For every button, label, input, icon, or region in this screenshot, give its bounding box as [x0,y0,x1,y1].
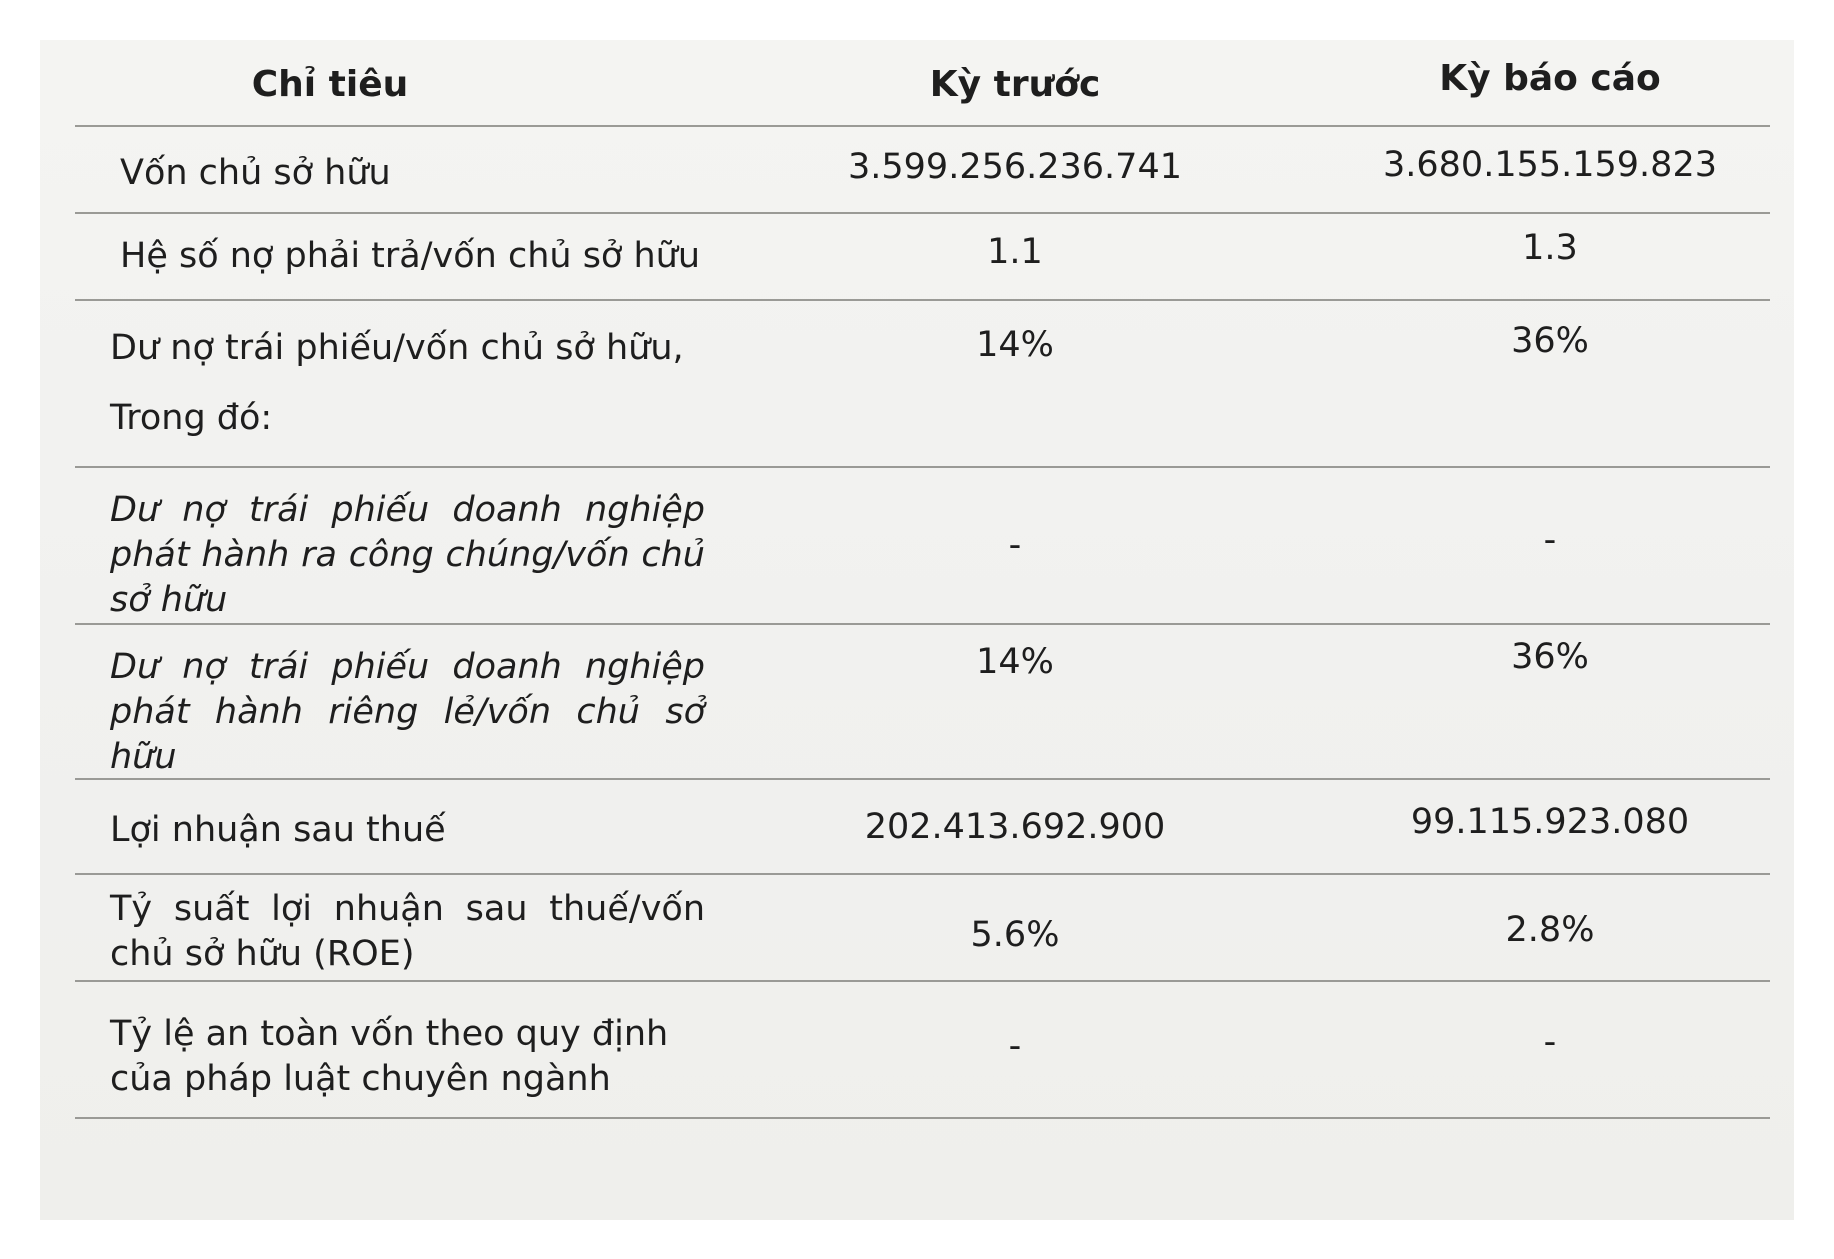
table-row-equity [75,127,1770,214]
row-value-previous: - [1008,525,1022,565]
row-label: Tỷ suất lợi nhuận sau thuế/vốn chủ sở hữu (ROE) [110,889,705,974]
row-value-previous: 1.1 [987,232,1043,272]
row-label: Trong đó: [110,398,273,438]
row-value-current: - [1543,1022,1557,1062]
row-label: Hệ số nợ phải trả/vốn chủ sở hữu [120,236,701,276]
row-label: Lợi nhuận sau thuế [110,810,446,850]
table-row-in-which [75,381,1770,468]
row-value-previous: 14% [976,642,1054,682]
row-label: Tỷ lệ an toàn vốn theo quy định của pháp luật chuyên ngành [110,1014,669,1099]
financial-indicators-table [50,50,1790,1210]
row-value-previous: 3.599.256.236.741 [848,147,1182,187]
table-row-capital-safety-ratio [75,982,1770,1119]
row-value-previous: 202.413.692.900 [864,807,1166,847]
row-value-current: 99.115.923.080 [1410,802,1690,842]
row-value-current: 2.8% [1505,910,1595,950]
row-value-previous: 14% [976,325,1054,365]
row-label: Dư nợ trái phiếu doanh nghiệp phát hành ra công chúng/vốn chủ sở hữu [110,490,705,620]
row-label: Dư nợ trái phiếu/vốn chủ sở hữu, [110,328,684,368]
row-value-current: 1.3 [1522,228,1578,268]
row-label: Vốn chủ sở hữu [120,153,391,193]
table-row-private-bond-debt [75,625,1770,780]
header-indicator: Chỉ tiêu [251,64,409,105]
row-value-current: - [1543,520,1557,560]
table-row-profit-after-tax [75,780,1770,875]
table-row-roe [75,875,1770,982]
table-header-row [75,50,1770,127]
row-value-current: 3.680.155.159.823 [1383,145,1717,185]
table-row-debt-ratio [75,214,1770,301]
row-label: Dư nợ trái phiếu doanh nghiệp phát hành riêng lẻ/vốn chủ sở hữu [110,647,705,777]
row-value-current: 36% [1511,637,1589,677]
header-previous-period: Kỳ trước [929,64,1101,105]
row-value-previous: - [1008,1026,1022,1066]
row-value-current: 36% [1511,321,1589,361]
row-value-previous: 5.6% [970,915,1060,955]
table-row-public-bond-debt [75,468,1770,625]
table-row-bond-debt [75,301,1770,381]
header-reporting-period: Kỳ báo cáo [1439,58,1661,99]
